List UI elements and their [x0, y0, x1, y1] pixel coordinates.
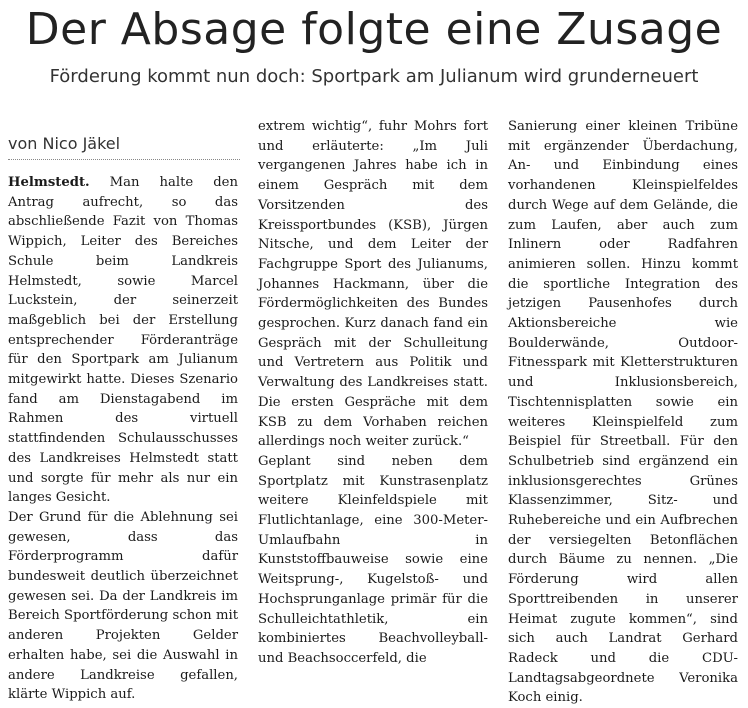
article-paragraph: [8, 173, 238, 508]
paragraph-text: Man halte den Antrag aufrecht, so das abschließende Fazit von Thomas Wippich, Leiter des Bereiches Schule beim Landkreis Helmstedt, sowie Marcel Luckstein, der seinerzeit maßgeblich bei der Erstellung entsprechender Förderanträge für den Sportpark am Julianum mitgewirkt hatte. Dieses Szenario fand am Dienstagabend im Rahmen des virtuell stattfindenden Schulausschusses des Landkreises Helmstedt statt und sorgte für mehr als nur ein langes Gesicht.: [8, 175, 238, 506]
article-column-2: [258, 117, 488, 669]
article-paragraph: Geplant sind neben dem Sportplatz mit Kunstrasenplatz weitere Kleinfeldspiele mit Flutlichtanlage, eine 300-Meter-Umlaufbahn in Kunststoffbauweise sowie eine Weitsprung-, Kugelstoß- und Hochsprunganlage primär für die Schulleichtathletik, ein kombiniertes Beachvolleyball- und Beachsoccerfeld, die: [258, 453, 488, 666]
article-byline: von Nico Jäkel: [8, 134, 240, 160]
article-column-1: [8, 173, 238, 705]
article-paragraph: Der Grund für die Ablehnung sei gewesen, dass das Förderprogramm dafür bundesweit deutlich überzeichnet gewesen sei. Da der Landkreis im Bereich Sportförderung schon mit anderen Projekten Gelder erhalten habe, sei die Auswahl in andere Landkreise gefallen, klärte Wippich auf.: [8, 509, 238, 703]
article-paragraph: Sanierung einer kleinen Tribüne mit ergänzender Überdachung, An- und Einbindung eines vorhandenen Kleinspielfeldes durch Wege auf dem Gelände, die zum Laufen, aber auch zum Inlinern oder Radfahren animieren sollen. Hinzu kommt die sportliche Integration des jetzigen Pausenhofes durch Aktionsbereiche wie Boulderwände, Outdoor-Fitnesspark mit Kletterstrukturen und Inklusionsbereich, Tischtennisplatten sowie ein weiteres Kleinspielfeld zum Beispiel für Streetball. Für den Schulbetrieb sind ergänzend ein inklusionsgerechtes Grünes Klassenzimmer, Sitz- und Ruhebereiche und ein Aufbrechen der versiegelten Betonflächen durch Bäume zu nennen. „Die Förderung wird allen Sporttreibenden in unserer Heimat zugute kommen“, sind sich auch Landrat Gerhard Radeck und die CDU-Landtagsabgeordnete Veronika Koch einig.: [508, 119, 738, 706]
article-column-3: [508, 117, 738, 708]
article-headline: Der Absage folgte eine Zusage: [25, 4, 723, 55]
dateline: Helmstedt.: [8, 175, 90, 190]
article-subheadline: Förderung kommt nun doch: Sportpark am Julianum wird grunderneuert: [49, 66, 699, 87]
article-paragraph: extrem wichtig“, fuhr Mohrs fort und erläuterte: „Im Juli vergangenen Jahres habe ich in einem Gespräch mit dem Vorsitzenden des Kreissportbundes (KSB), Jürgen Nitsche, und dem Leiter der Fachgruppe Sport des Julianums, Johannes Hackmann, über die Fördermöglichkeiten des Bundes gesprochen. Kurz danach fand ein Gespräch mit der Schulleitung und Vertretern aus Politik und Verwaltung des Landkreises statt. Die ersten Gespräche mit dem KSB zu dem Vorhaben reichen allerdings noch weiter zurück.“: [258, 119, 488, 450]
